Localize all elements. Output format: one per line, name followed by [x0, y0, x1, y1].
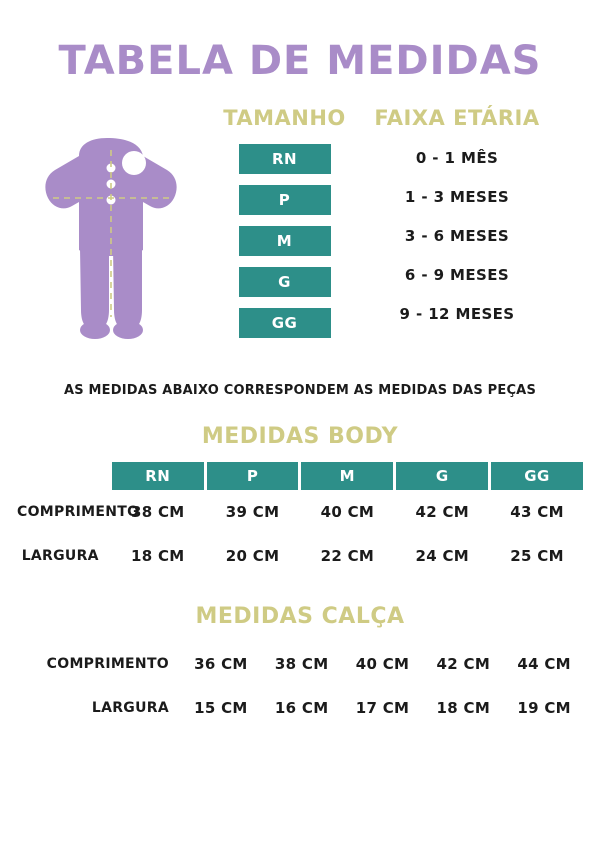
- table-header-row: [17, 462, 583, 490]
- faixa-etaria-heading: FAIXA ETÁRIA: [374, 106, 540, 130]
- size-chip-gg: GG: [239, 308, 331, 338]
- measurement-note: AS MEDIDAS ABAIXO CORRESPONDEM AS MEDIDAS DAS PEÇAS: [63, 383, 537, 398]
- calca-row-label-largura: LARGURA: [91, 700, 169, 716]
- calca-row-label-comprimento: COMPRIMENTO: [46, 656, 169, 672]
- body-comprimento-rn: 38 CM: [130, 503, 185, 521]
- body-comprimento-m: 40 CM: [320, 503, 375, 521]
- body-largura-g: 24 CM: [415, 547, 469, 565]
- body-row-label-largura: LARGURA: [21, 548, 99, 564]
- calca-largura-m: 17 CM: [355, 699, 410, 717]
- header-spacer: [17, 462, 109, 490]
- body-col-p: P: [207, 462, 299, 490]
- size-chip-m: M: [239, 226, 331, 256]
- calca-comprimento-g: 42 CM: [436, 655, 491, 673]
- calca-largura-gg: 19 CM: [517, 699, 571, 717]
- size-chip-p: P: [239, 185, 331, 215]
- body-col-gg: GG: [491, 462, 583, 490]
- calca-largura-rn: 15 CM: [194, 699, 248, 717]
- table-row: [17, 534, 583, 578]
- size-chart-page: [0, 38, 600, 868]
- age-range-gg: 9 - 12 MESES: [399, 305, 515, 323]
- calca-measurements-table: [14, 642, 586, 730]
- baby-romper-icon: [31, 132, 191, 347]
- body-comprimento-g: 42 CM: [415, 503, 469, 521]
- body-comprimento-p: 39 CM: [225, 503, 280, 521]
- body-largura-gg: 25 CM: [510, 547, 564, 565]
- top-section: [0, 106, 600, 349]
- age-range-g: 6 - 9 MESES: [404, 266, 510, 284]
- body-largura-p: 20 CM: [225, 547, 280, 565]
- body-row-label-comprimento: COMPRIMENTO: [17, 504, 140, 520]
- calca-comprimento-rn: 36 CM: [194, 655, 248, 673]
- page-title: TABELA DE MEDIDAS: [58, 38, 542, 84]
- body-col-rn: RN: [112, 462, 204, 490]
- size-chip-rn: RN: [239, 144, 331, 174]
- body-measurements-table: [14, 462, 586, 578]
- calca-comprimento-p: 38 CM: [274, 655, 329, 673]
- calca-comprimento-gg: 44 CM: [517, 655, 571, 673]
- body-largura-m: 22 CM: [320, 547, 375, 565]
- body-measurements-block: [0, 424, 600, 578]
- body-col-g: G: [396, 462, 488, 490]
- size-age-tables: [203, 106, 582, 349]
- tamanho-heading: TAMANHO: [223, 106, 346, 130]
- calca-comprimento-m: 40 CM: [355, 655, 410, 673]
- age-range-m: 3 - 6 MESES: [404, 227, 510, 245]
- body-comprimento-gg: 43 CM: [510, 503, 564, 521]
- tamanho-column: [217, 106, 352, 349]
- age-range-p: 1 - 3 MESES: [404, 188, 510, 206]
- body-col-m: M: [301, 462, 393, 490]
- body-measurements-title: MEDIDAS BODY: [201, 424, 399, 449]
- calca-measurements-title: MEDIDAS CALÇA: [195, 604, 405, 629]
- calca-measurements-block: [0, 604, 600, 730]
- body-largura-rn: 18 CM: [130, 547, 185, 565]
- table-row: [17, 642, 583, 686]
- size-chip-g: G: [239, 267, 331, 297]
- calca-largura-p: 16 CM: [274, 699, 329, 717]
- calca-largura-g: 18 CM: [436, 699, 491, 717]
- age-range-rn: 0 - 1 MÊS: [415, 149, 499, 167]
- table-row: [17, 686, 583, 730]
- garment-illustration: [18, 106, 203, 347]
- table-row: [17, 490, 583, 534]
- faixa-etaria-column: [352, 106, 562, 349]
